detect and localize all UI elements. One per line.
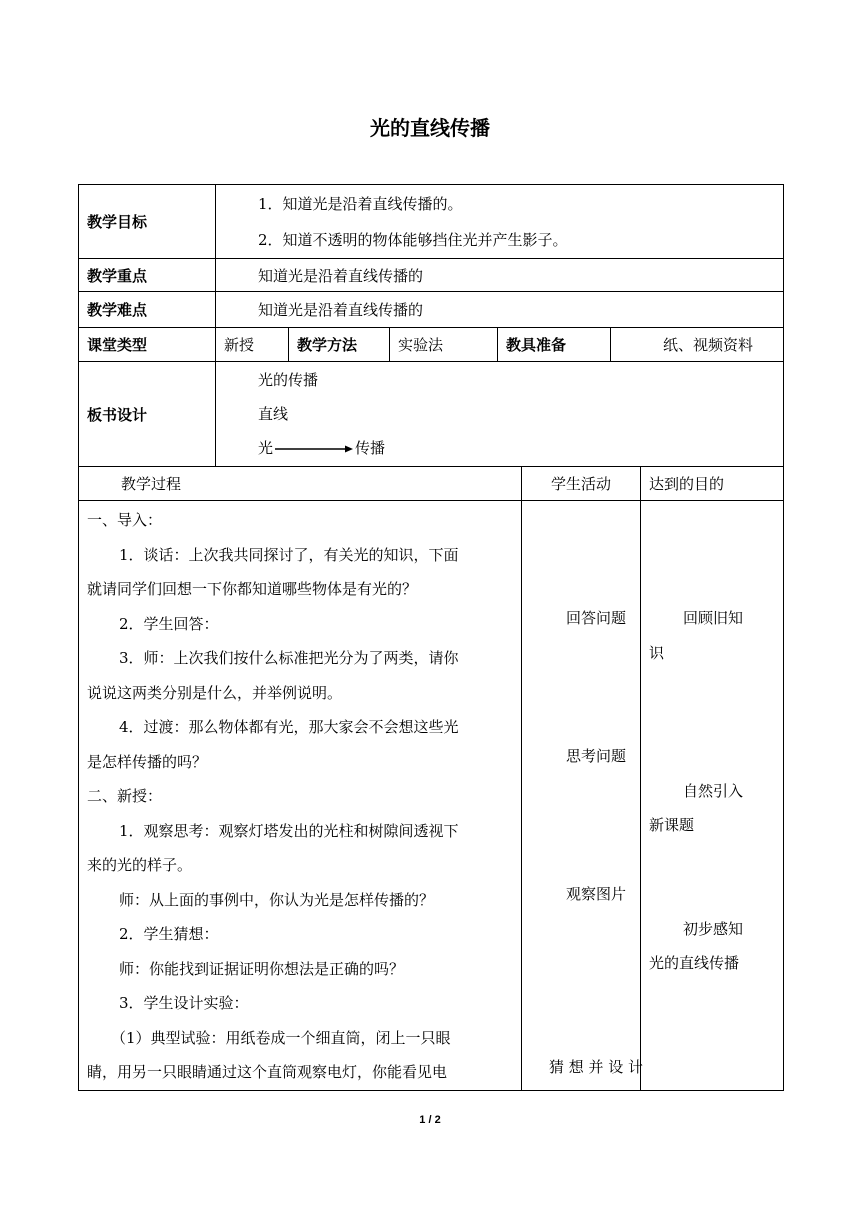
process-line: 1．谈话：上次我共同探讨了，有关光的知识，下面 [119, 545, 459, 564]
process-header-row [79, 467, 784, 501]
difficulty-value: 知道光是沿着直线传播的 [216, 292, 784, 328]
activity-header: 学生活动 [522, 467, 641, 501]
process-line: 二、新授： [87, 787, 163, 805]
lesson-plan-table [78, 184, 784, 1091]
arrow-icon [275, 444, 353, 454]
key-point-value: 知道光是沿着直线传播的 [216, 259, 784, 292]
method-value: 实验法 [390, 328, 498, 362]
purpose-item: 新课题 [649, 816, 695, 834]
page-title: 光的直线传播 [370, 116, 490, 140]
goals-label: 教学目标 [79, 185, 216, 259]
difficulty-label: 教学难点 [79, 292, 216, 328]
page-number: 1 / 2 [419, 1114, 441, 1126]
method-label: 教学方法 [289, 328, 390, 362]
key-point-row [79, 259, 784, 292]
process-line: 1．观察思考：观察灯塔发出的光柱和树隙间透视下 [119, 821, 459, 840]
process-header: 教学过程 [79, 467, 522, 501]
process-line: 3．师：上次我们按什么标准把光分为了两类，请你 [119, 649, 459, 667]
process-line: 一、导入： [87, 511, 163, 529]
goals-row [79, 185, 784, 259]
process-line: 师：你能找到证据证明你想法是正确的吗？ [119, 959, 405, 978]
materials-label: 教具准备 [498, 328, 611, 362]
materials-value: 纸、视频资料 [611, 328, 784, 362]
class-info-row [79, 328, 784, 362]
class-type-value: 新授 [216, 328, 289, 362]
class-type-label: 课堂类型 [79, 328, 216, 362]
purpose-item: 识 [649, 644, 665, 662]
process-line: 3．学生设计实验： [119, 994, 249, 1012]
activity-item: 回答问题 [565, 609, 626, 627]
key-point-label: 教学重点 [79, 259, 216, 292]
process-line: 来的光的样子。 [87, 856, 193, 874]
goals-cell [216, 185, 784, 259]
purpose-item: 自然引入 [683, 782, 744, 800]
board-right-text: 传播 [355, 439, 386, 457]
activity-cell [522, 501, 644, 1091]
process-line: 就请同学们回想一下你都知道哪些物体是有光的？ [87, 580, 418, 598]
board-row [79, 362, 784, 467]
difficulty-row [79, 292, 784, 328]
board-line-1: 光的传播 [258, 371, 319, 389]
board-label: 板书设计 [79, 362, 216, 467]
board-line-3 [258, 431, 783, 465]
goal-item: 1．知道光是沿着直线传播的。 [258, 194, 463, 213]
board-line-2: 直线 [258, 405, 289, 423]
purpose-item: 光的直线传播 [649, 954, 740, 972]
purpose-item: 回顾旧知 [683, 609, 744, 627]
process-line: 说说这两类分别是什么，并举例说明。 [87, 683, 343, 702]
activity-item: 观察图片 [565, 885, 626, 903]
process-row [79, 501, 784, 1091]
process-line: （1）典型试验：用纸卷成一个细直筒，闭上一只眼 [111, 1028, 451, 1047]
board-left-text: 光 [258, 439, 274, 457]
process-line: 是怎样传播的吗？ [87, 752, 208, 771]
purpose-header: 达到的目的 [641, 467, 784, 501]
board-cell [216, 362, 784, 467]
process-line: 2．学生猜想： [119, 925, 219, 943]
process-line: 4．过渡：那么物体都有光，那大家会不会想这些光 [119, 718, 459, 736]
activity-item: 猜 想 并 设 计 [548, 1058, 644, 1076]
purpose-cell [641, 501, 784, 1091]
process-line: 师：从上面的事例中，你认为光是怎样传播的？ [119, 890, 435, 909]
process-line: 睛，用另一只眼睛通过这个直筒观察电灯，你能看见电 [87, 1063, 448, 1081]
process-cell [79, 501, 522, 1091]
goal-item: 2．知道不透明的物体能够挡住光并产生影子。 [258, 230, 568, 249]
activity-item: 思考问题 [565, 747, 626, 765]
process-line: 2．学生回答： [119, 614, 219, 633]
purpose-item: 初步感知 [683, 920, 744, 938]
